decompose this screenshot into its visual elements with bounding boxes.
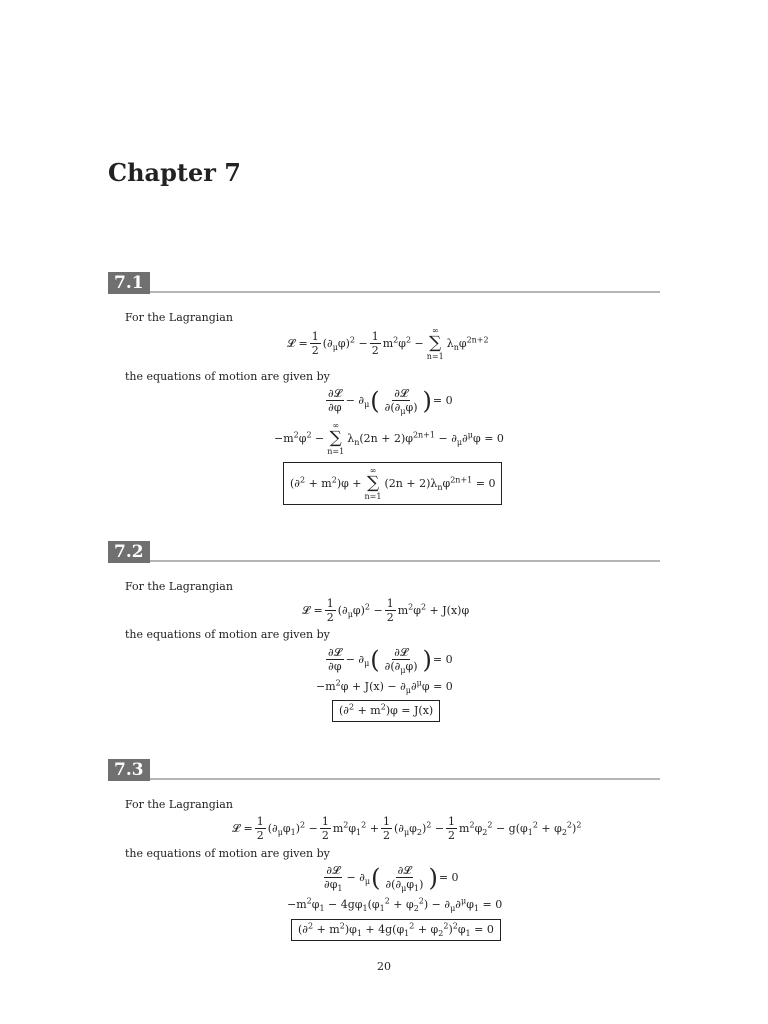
lagrangian-equation: 𝓛 = $\frac{1}{2}$ $(\partial_\mu\varphi)^2$ − $\frac{1}{2}$ $m^2\varphi^2$ − ∞ ∑ n=1 $\lambda_n\varphi^{2n+2}$: [287, 326, 489, 361]
section-rule: [108, 778, 660, 780]
section-rule: [108, 560, 660, 562]
section-number: 7.1: [108, 272, 150, 294]
euler-lagrange-equation: $\frac{\text{∂𝓛}}{\partial\varphi_1}$ − $\partial_\mu$ ( $\frac{\text{∂𝓛}}{\partial(\partial_\mu\varphi_1)}$ ) = 0: [324, 863, 459, 894]
section-number: 7.3: [108, 759, 150, 781]
section-rule: [108, 291, 660, 293]
intro-text: For the Lagrangian: [125, 798, 233, 811]
section-number: 7.2: [108, 541, 150, 563]
section-header-7-2: [108, 541, 660, 563]
euler-lagrange-equation: $\frac{\text{∂𝓛}}{\partial\varphi}$ − $\partial_\mu$ ( $\frac{\text{∂𝓛}}{\partial(\partial_\mu\varphi)}$ ) = 0: [328, 386, 453, 417]
motion-text: the equations of motion are given by: [125, 847, 330, 860]
intro-text: For the Lagrangian: [125, 580, 233, 593]
motion-equation: $-m^2\varphi^2$ − ∞ ∑ n=1 $\lambda_n(2n + 2)\varphi^{2n+1} - \partial_\mu\partial^\mu\varphi = 0$: [274, 421, 504, 456]
euler-lagrange-equation: $\frac{\text{∂𝓛}}{\partial\varphi}$ − $\partial_\mu$ ( $\frac{\text{∂𝓛}}{\partial(\partial_\mu\varphi)}$ ) = 0: [328, 645, 453, 676]
result-equation-box: $(\partial^2 + m^2)\varphi$ + ∞ ∑ n=1 $(2n + 2)\lambda_n\varphi^{2n+1} = 0$: [283, 462, 502, 505]
chapter-title: Chapter 7: [108, 158, 241, 187]
page-number: 20: [377, 960, 391, 973]
section-header-7-3: [108, 759, 660, 781]
result-equation-box: $(\partial^2 + m^2)\varphi_1 + 4g(\varphi_1^2 + \varphi_2^2)^2\varphi_1 = 0$: [291, 919, 501, 941]
motion-text: the equations of motion are given by: [125, 628, 330, 641]
intro-text: For the Lagrangian: [125, 311, 233, 324]
motion-text: the equations of motion are given by: [125, 370, 330, 383]
motion-equation: $-m^2\varphi_1 - 4g\varphi_1(\varphi_1^2 + \varphi_2^2) - \partial_\mu\partial^\mu\varphi_1 = 0$: [287, 896, 503, 914]
motion-equation: $-m^2\varphi + J(x) - \partial_\mu\partial^\mu\varphi = 0$: [316, 678, 453, 696]
lagrangian-equation: 𝓛 = $\frac{1}{2}$ $(\partial_\mu\varphi_1)^2$ − $\frac{1}{2}$ $m^2\varphi_1^2$ + $\frac{1}{2}$ $(\partial_\mu\varphi_2)^2$ − $\frac{1}{2}$ $m^2\varphi_2^2 - g(\varphi_1^2 + \varphi_2^2)^2$: [232, 815, 582, 842]
lagrangian-equation: 𝓛 = $\frac{1}{2}$ $(\partial_\mu\varphi)^2$ − $\frac{1}{2}$ $m^2\varphi^2 + J(x)\varphi$: [302, 597, 470, 624]
result-equation-box: $(\partial^2 + m^2)\varphi = J(x)$: [332, 700, 440, 722]
section-header-7-1: [108, 272, 660, 294]
